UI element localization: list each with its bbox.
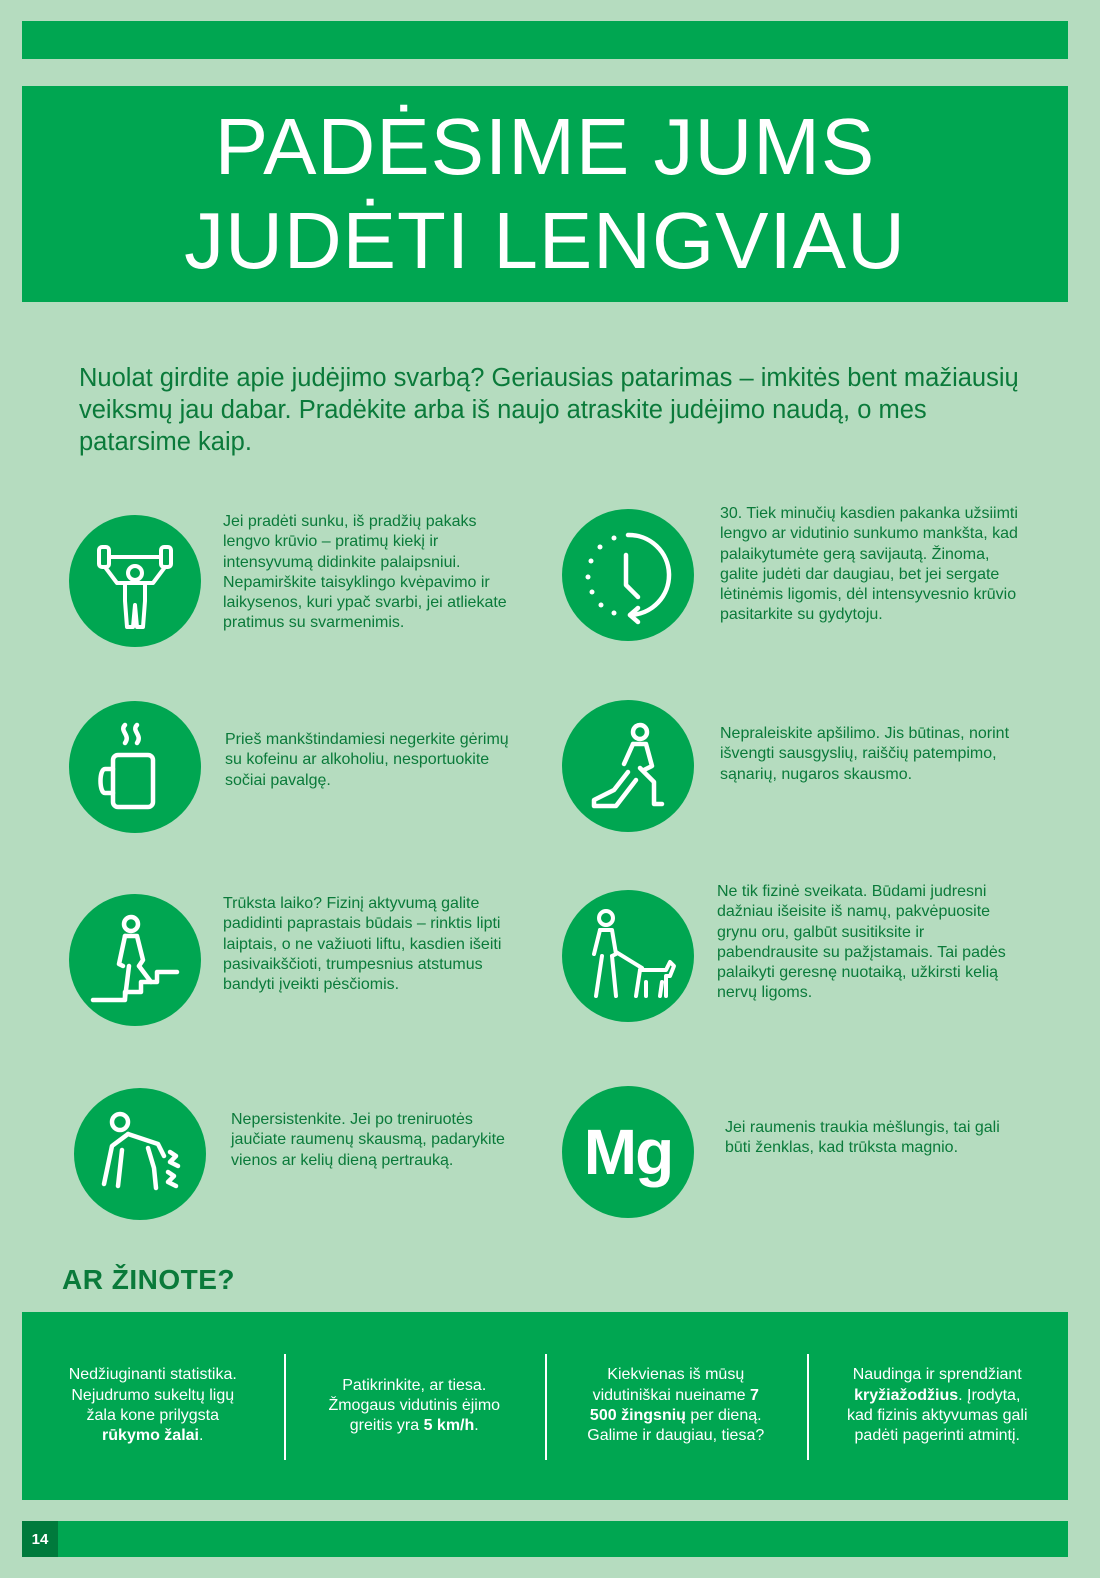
back-pain-icon <box>74 1088 206 1220</box>
tip-time-text: 30. Tiek minučių kasdien pakanka užsiimti lengvo ar vidutinio sunkumo mankšta, kad palaikytumėte gerą savijautą. Žinoma, galite judėti dar daugiau, bet jei sergate lėtinėmis ligomis, dėl intensyvesnio krūvio pasitarkite su gydytoju. <box>720 505 1018 624</box>
tip-warmup-text: Nepraleiskite apšilimo. Jis būtinas, norint išvengti sausgyslių, raiščių patempimo, sąnarių, nugaros skausmo. <box>720 725 1010 783</box>
fact-item: Kiekvienas iš mūsų vidutiniškai nueiname 7 500 žingsnių per dieną. Galime ir daugiau, tiesa? <box>545 1312 807 1500</box>
coffee-cup-icon <box>69 701 201 833</box>
magnesium-icon <box>562 1086 694 1218</box>
stairs-climber-icon <box>69 894 201 1026</box>
tip-coffee-text: Prieš mankštindamiesi negerkite gėrimų su kofeinu ar alkoholiu, nesportuokite sočiai pavalgę. <box>225 731 509 789</box>
lunge-icon <box>562 700 694 832</box>
page-number: 14 <box>22 1521 58 1557</box>
tip-dog-text: Ne tik fizinė sveikata. Būdami judresni dažniau išeisite iš namų, pakvėpuosite grynu oru, galbūt susitiksite ir pabendrausite su pažįstamais. Tai padės palaikyti geresnę nuotaiką, užkirsti kelią nervų ligoms. <box>717 883 1006 1002</box>
clock-icon <box>562 509 694 641</box>
fact-item: Patikrinkite, ar tiesa. Žmogaus vidutinis ėjimo greitis yra 5 km/h. <box>284 1312 546 1500</box>
title-banner <box>22 86 1068 302</box>
page-title-line-2: JUDĖTI LENGVIAU <box>184 196 906 285</box>
facts-heading: AR ŽINOTE? <box>62 1264 235 1295</box>
tip-magnesium-text: Jei raumenis traukia mėšlungis, tai gali būti ženklas, kad trūksta magnio. <box>725 1119 1000 1157</box>
intro-paragraph: Nuolat girdite apie judėjimo svarbą? Geriausias patarimas – imkitės bent mažiausių veiksmų jau dabar. Pradėkite arba iš naujo atraskite judėjimo naudą, o mes patarsime kaip. <box>79 364 1019 456</box>
page-title-line-1: PADĖSIME JUMS <box>214 102 876 191</box>
fact-item: Nedžiuginanti statistika. Nejudrumo sukeltų ligų žala kone prilygsta rūkymo žalai. <box>68 1366 237 1445</box>
bottom-decorative-bar <box>22 1521 1068 1557</box>
tip-weights-text: Jei pradėti sunku, iš pradžių pakaks lengvo krūvio – pratimų kiekį ir intensyvumą didinkite palaipsniui. Nepamirškite taisyklingo kvėpavimo ir laikysenos, kuri ypač svarbi, jei atliekate pratimus su svarmenimis. <box>223 513 507 632</box>
top-decorative-bar <box>22 21 1068 59</box>
tip-stairs-text: Trūksta laiko? Fizinį aktyvumą galite padidinti paprastais būdais – rinktis lipti laiptais, o ne važiuoti liftu, kasdien išeiti pasivaikščioti, trumpesnius atstumus bandyti įveikti pėsčiomis. <box>223 895 502 994</box>
weightlifter-icon <box>69 515 201 647</box>
facts-box <box>22 1312 1068 1500</box>
fact-item: Naudinga ir sprendžiant kryžiažodžius. Įrodyta, kad fizinis aktyvumas gali padėti pagerinti atmintį. <box>807 1312 1069 1500</box>
tip-rest-text: Nepersistenkite. Jei po treniruotės jaučiate raumenų skausmą, padarykite vienos ar kelių dieną pertrauką. <box>231 1111 505 1169</box>
dog-walker-icon <box>562 890 694 1022</box>
magnesium-symbol: Mg <box>583 1116 673 1188</box>
